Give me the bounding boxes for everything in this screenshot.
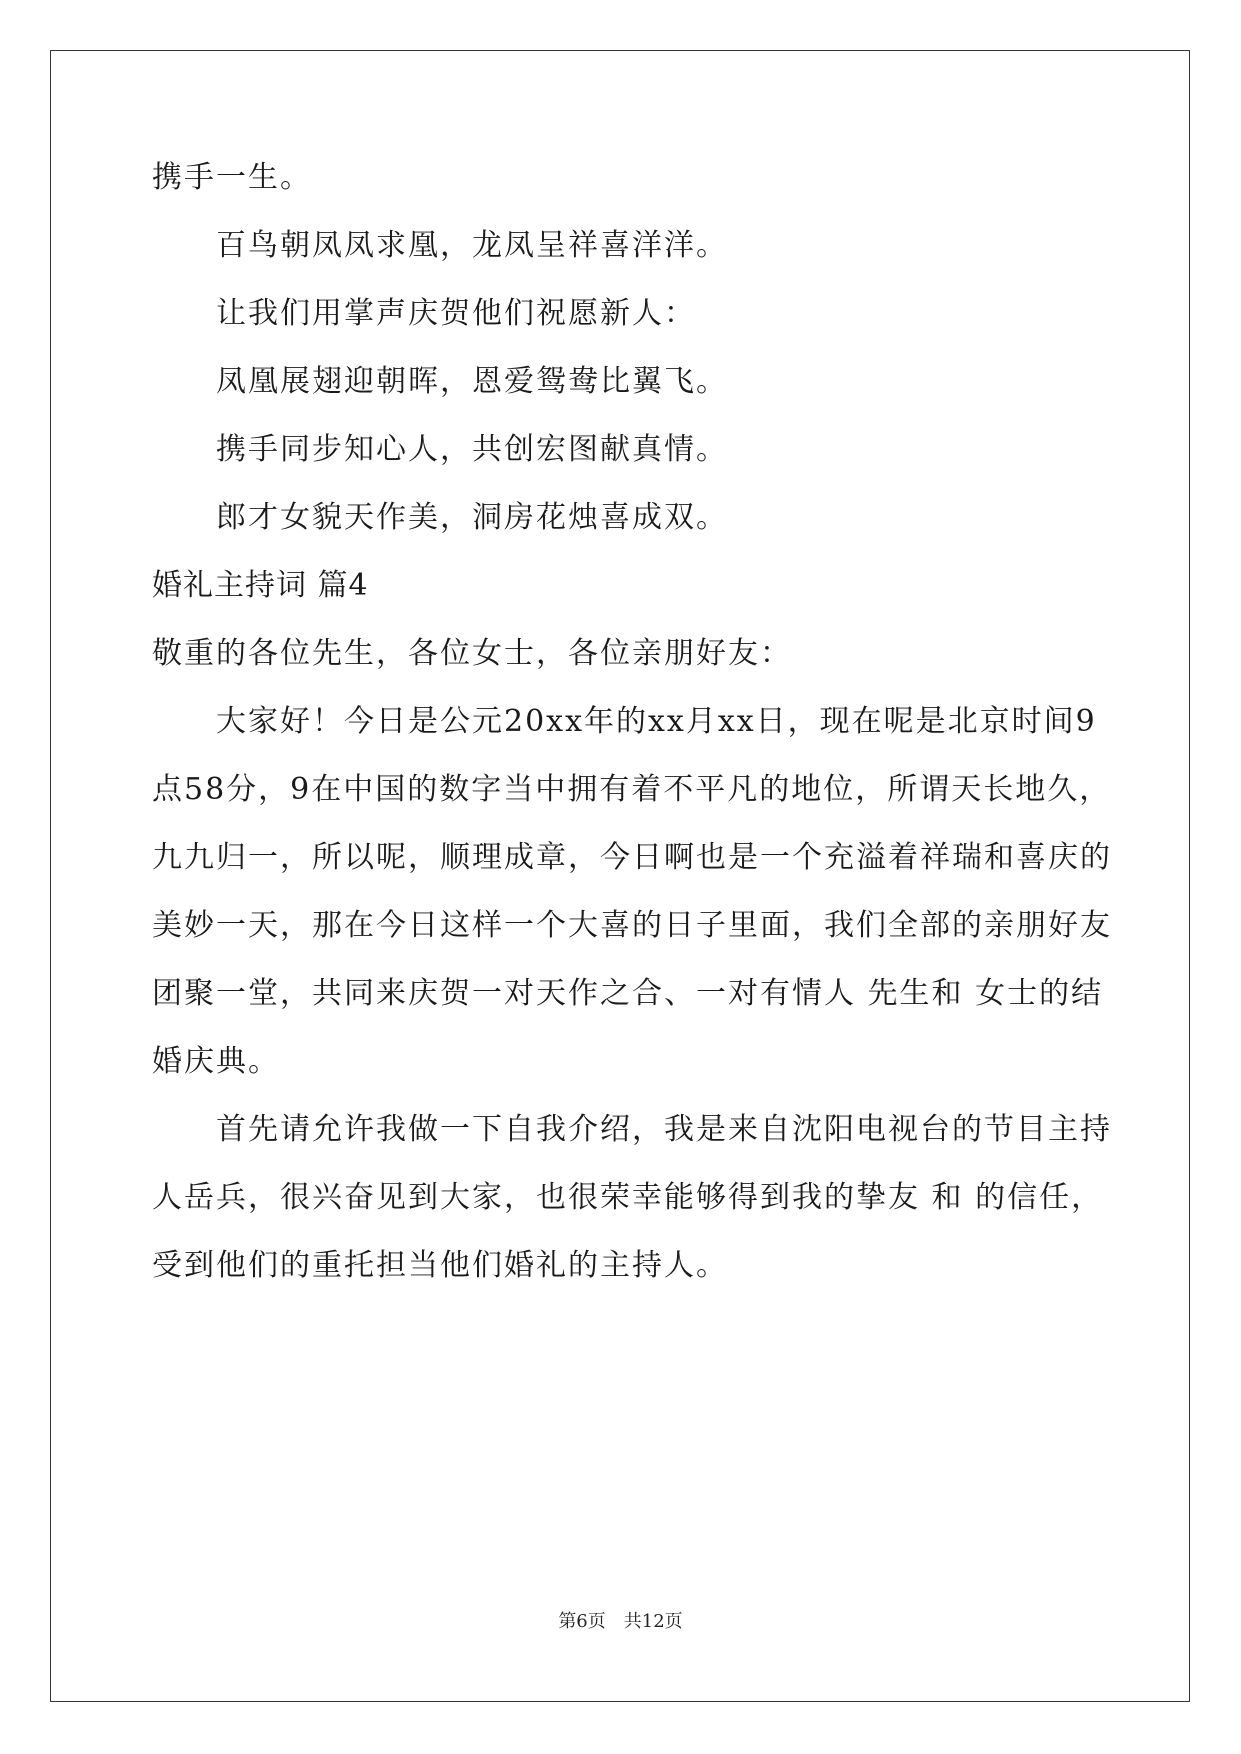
text-line: 携手一生。 <box>152 160 312 195</box>
section-heading: 婚礼主持词 篇4 <box>152 568 369 603</box>
text-line: 点58分，9在中国的数字当中拥有着不平凡的地位，所谓天长地久， <box>152 772 1112 807</box>
text-line: 团聚一堂，共同来庆贺一对天作之合、一对有情人 先生和 女士的结 <box>152 976 1104 1011</box>
page-footer <box>0 1610 1241 1634</box>
text-line: 人岳兵，很兴奋见到大家，也很荣幸能够得到我的挚友 和 的信任， <box>152 1180 1104 1215</box>
text-line: 首先请允许我做一下自我介绍，我是来自沈阳电视台的节目主持 <box>216 1112 1112 1147</box>
text-line: 大家好！今日是公元20xx年的xx月xx日，现在呢是北京时间9 <box>216 704 1097 739</box>
text-line: 郎才女貌天作美，洞房花烛喜成双。 <box>216 500 728 535</box>
text-line: 美妙一天，那在今日这样一个大喜的日子里面，我们全部的亲朋好友 <box>152 908 1112 943</box>
page-total: 共12页 <box>623 1611 683 1632</box>
text-line: 九九归一，所以呢，顺理成章，今日啊也是一个充溢着祥瑞和喜庆的 <box>152 840 1112 875</box>
salutation-line: 敬重的各位先生，各位女士，各位亲朋好友： <box>152 636 792 671</box>
text-line: 让我们用掌声庆贺他们祝愿新人： <box>216 296 696 331</box>
text-line: 百鸟朝凤凤求凰，龙凤呈祥喜洋洋。 <box>216 228 728 263</box>
page-number: 第6页 <box>558 1611 606 1632</box>
text-line: 婚庆典。 <box>152 1044 280 1079</box>
text-line: 携手同步知心人，共创宏图献真情。 <box>216 432 728 467</box>
text-line: 凤凰展翅迎朝晖，恩爱鸳鸯比翼飞。 <box>216 364 728 399</box>
text-line: 受到他们的重托担当他们婚礼的主持人。 <box>152 1248 728 1283</box>
